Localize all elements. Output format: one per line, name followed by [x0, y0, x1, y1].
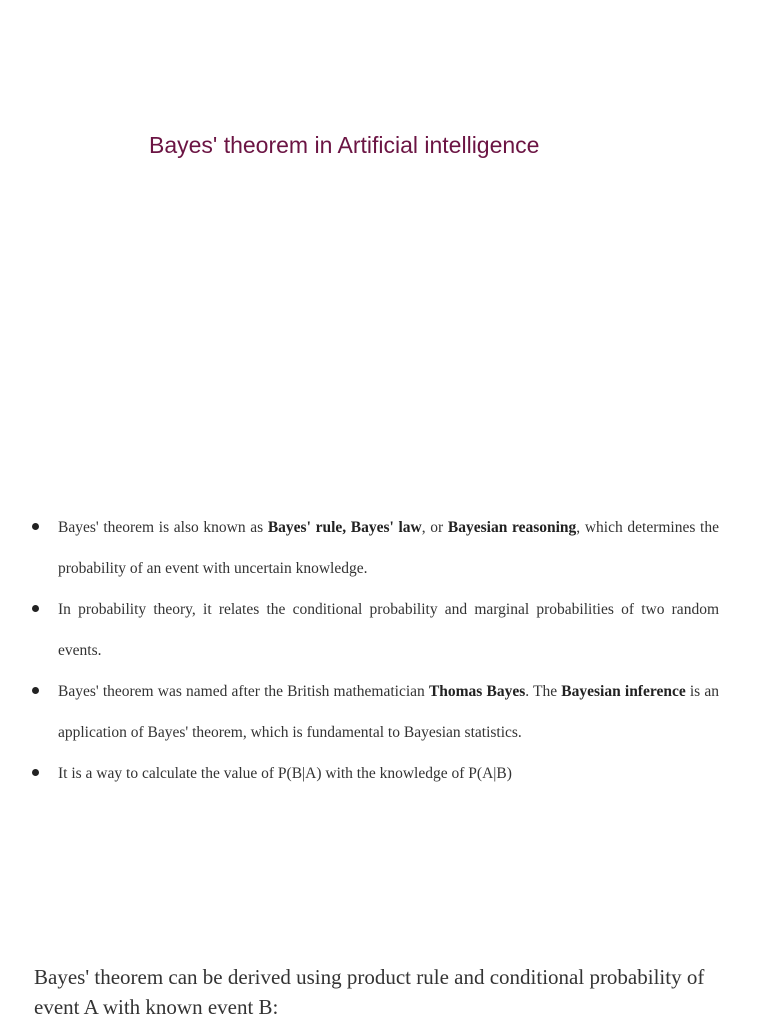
bullet-text: It is a way to calculate the value of P(B|A) with the knowledge of P(A|B): [58, 765, 512, 782]
bullet-list: [58, 507, 719, 794]
bullet-text: , or: [421, 519, 448, 536]
bullet-text: Bayes' theorem is also known as: [58, 519, 268, 536]
bold-term: Bayesian inference: [561, 683, 686, 700]
bullet-text: . The: [525, 683, 562, 700]
bold-term: Bayes' rule, Bayes' law: [267, 519, 422, 536]
page-title: Bayes' theorem in Artificial intelligence: [149, 132, 540, 158]
bullet-item: [58, 507, 719, 589]
bullet-item: [58, 671, 719, 753]
bullet-text: Bayes' theorem was named after the British mathematician: [58, 683, 429, 700]
bullet-item: [58, 753, 719, 794]
derivation-paragraph: Bayes' theorem can be derived using product rule and conditional probability of event A with known event B:: [34, 965, 705, 1019]
bold-term: Thomas Bayes: [428, 683, 526, 700]
bullet-text: , which determines the probability of an event with uncertain knowledge.: [58, 519, 719, 577]
bullet-text: In probability theory, it relates the conditional probability and marginal probabilities of two random events.: [58, 601, 719, 659]
bullet-text: is an application of Bayes' theorem, which is fundamental to Bayesian statistics.: [58, 683, 720, 741]
bold-term: Bayesian reasoning: [447, 519, 577, 536]
bullet-item: [58, 589, 719, 671]
